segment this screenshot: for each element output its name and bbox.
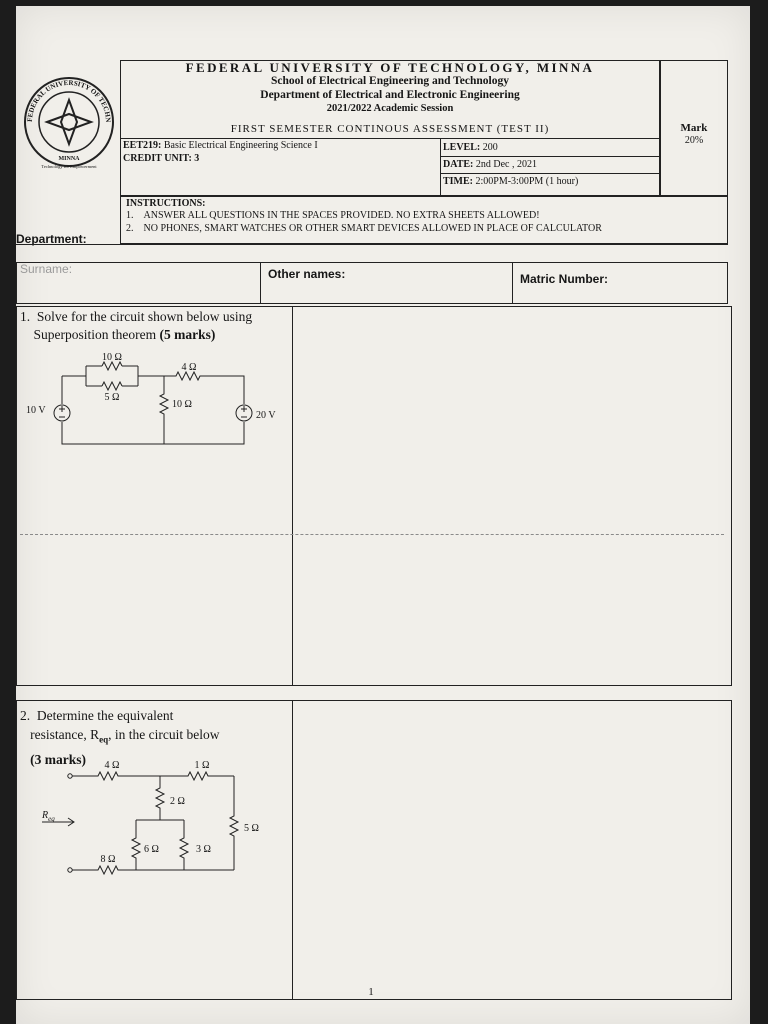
resistor-label: 3 Ω — [196, 844, 211, 855]
resistor-label: 4 Ω — [104, 760, 120, 771]
university-name: FEDERAL UNIVERSITY OF TECHNOLOGY, MINNA — [185, 60, 595, 75]
question-marks: (3 marks) — [30, 751, 86, 767]
question-line: Superposition theorem — [33, 327, 157, 342]
level-label: LEVEL: — [443, 142, 481, 153]
course-code: EET219: — [123, 140, 162, 151]
level-value: 200 — [482, 142, 498, 153]
instruction-text: ANSWER ALL QUESTIONS IN THE SPACES PROVIDED. NO EXTRA SHEETS ALLOWED! — [143, 210, 540, 221]
date-value: 2nd Dec , 2021 — [475, 159, 537, 170]
instruction-item — [126, 223, 602, 234]
resistor-label: 1 Ω — [194, 760, 210, 771]
surname-label: Surname: — [20, 262, 73, 276]
time-line — [443, 176, 578, 187]
question-line: , in the circuit below — [108, 727, 220, 742]
question-line: resistance, R — [30, 727, 100, 742]
resistor-label: 2 Ω — [170, 796, 185, 807]
resistor-label: 6 Ω — [144, 844, 159, 855]
question-number: 1. — [20, 309, 31, 324]
question-line: Solve for the circuit shown below using — [36, 309, 253, 324]
instruction-item — [126, 210, 540, 221]
exam-sheet — [16, 6, 750, 1024]
mark-value: 20% — [684, 135, 704, 146]
date-divider — [440, 173, 660, 174]
assessment-title: FIRST SEMESTER CONTINOUS ASSESSMENT (TEST II) — [230, 123, 550, 135]
course-line — [123, 140, 318, 151]
question-number: 2. — [20, 708, 31, 723]
resistor-label: 5 Ω — [244, 823, 259, 834]
circuit-diagram-2 — [18, 758, 294, 888]
name-row — [16, 262, 728, 304]
header-divider — [120, 138, 660, 139]
voltage-source-label: 10 V — [26, 405, 46, 416]
instruction-text: NO PHONES, SMART WATCHES OR OTHER SMART DEVICES ALLOWED IN PLACE OF CALCULATOR — [143, 223, 602, 234]
course-title: Basic Electrical Engineering Science I — [163, 140, 318, 151]
matric-number-label: Matric Number: — [520, 272, 609, 286]
date-line — [443, 159, 537, 170]
resistor-label: 5 Ω — [104, 392, 120, 403]
resistor-label: 4 Ω — [181, 362, 197, 373]
question-subscript: eq — [99, 734, 109, 745]
course-divider — [440, 138, 441, 196]
academic-session: 2021/2022 Academic Session — [326, 103, 454, 114]
level-line — [443, 142, 498, 153]
resistor-label: 10 Ω — [172, 399, 192, 410]
logo-center-text: MINNA — [58, 156, 80, 162]
date-label: DATE: — [443, 159, 474, 170]
level-divider — [440, 156, 660, 157]
resistor-label: 8 Ω — [100, 854, 116, 865]
instruction-number: 1. — [126, 210, 134, 221]
logo-ring-text: FEDERAL UNIVERSITY OF TECHN — [25, 78, 113, 123]
instruction-number: 2. — [126, 223, 134, 234]
name-divider — [260, 262, 261, 304]
credit-unit: CREDIT UNIT: 3 — [123, 153, 200, 164]
matric-divider — [512, 262, 513, 304]
page-number: 1 — [368, 986, 374, 998]
voltage-source-label: 20 V — [256, 410, 276, 421]
department-label: Department: — [16, 232, 87, 246]
mark-label: Mark — [680, 122, 708, 134]
question-1-text — [20, 308, 252, 344]
resistor-label: 10 Ω — [102, 352, 122, 363]
question-marks: (5 marks) — [159, 327, 216, 342]
department-line — [16, 244, 728, 245]
instructions-title: INSTRUCTIONS: — [126, 198, 206, 209]
other-names-label: Other names: — [268, 267, 346, 281]
question-line: Determine the equivalent — [36, 708, 174, 723]
logo-motto: Technology for Empowerment — [41, 164, 97, 169]
req-label: $R_{eq}$ — [42, 810, 55, 823]
school-name: School of Electrical Engineering and Technology — [270, 75, 509, 87]
time-value: 2:00PM-3:00PM (1 hour) — [475, 176, 579, 187]
time-label: TIME: — [443, 176, 473, 187]
question-1-separator — [20, 534, 724, 535]
university-logo — [22, 72, 116, 172]
department-name: Department of Electrical and Electronic Engineering — [260, 89, 520, 101]
circuit-diagram-1 — [18, 346, 294, 456]
